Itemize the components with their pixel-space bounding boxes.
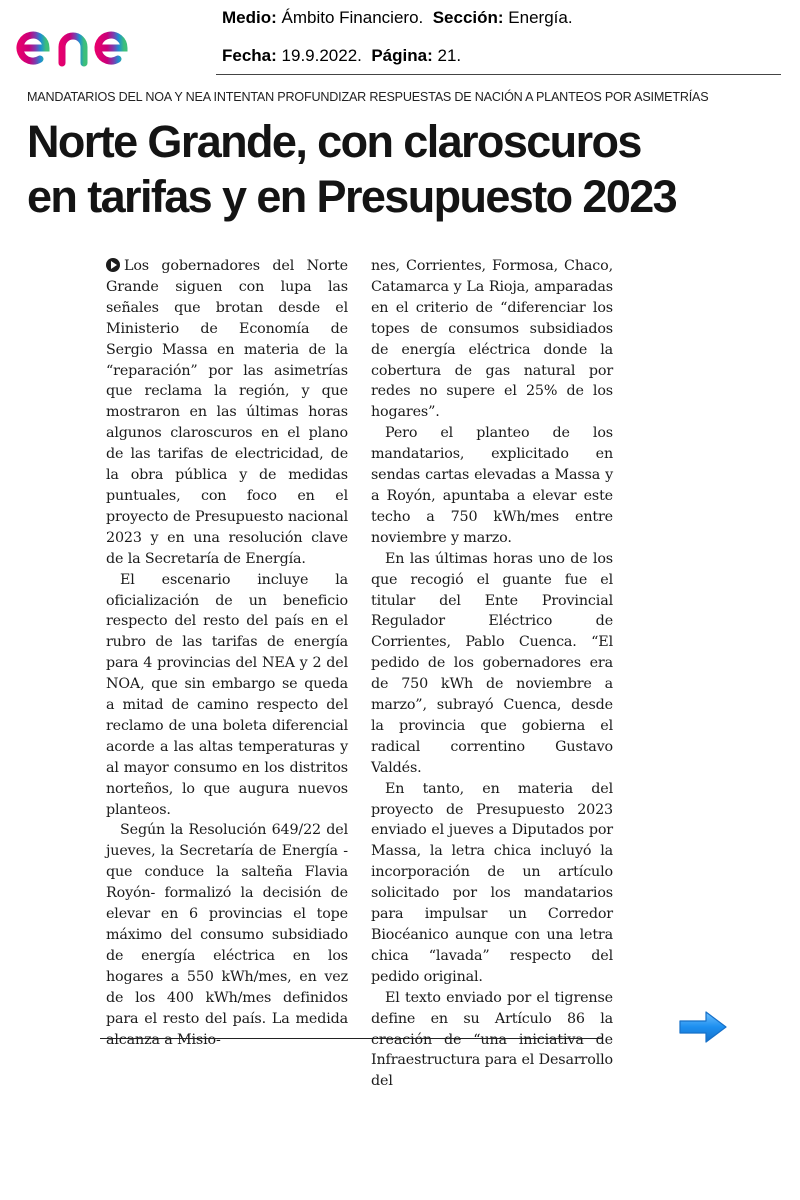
headline-line-1: Norte Grande, con claroscuros: [27, 116, 641, 167]
paragraph: [106, 256, 348, 570]
article-column-left: [106, 256, 348, 1050]
medio-value: Ámbito Financiero.: [281, 8, 424, 27]
paragraph: nes, Corrientes, Formosa, Chaco, Catamarca y La Rioja, amparadas en el criterio de “diferenciar los topes de consumos subsidiados de energía eléctrica donde la cobertura de gas natural por redes no supere el 25% de los hogares”.: [371, 258, 613, 421]
play-bullet-icon: [106, 258, 120, 272]
pagina-value: 21.: [437, 46, 462, 65]
headline-line-2: en tarifas y en Presupuesto 2023: [27, 171, 677, 222]
enel-logo: [16, 10, 168, 68]
fecha-label: Fecha:: [222, 46, 277, 65]
meta-line-source: [222, 8, 573, 28]
arrow-right-icon[interactable]: [678, 1010, 728, 1044]
paragraph: El texto enviado por el tigrense define en su Artículo 86 la creación de “una iniciativa de Infraestructura para el Desarrollo del: [371, 989, 613, 1090]
paragraph: En tanto, en materia del proyecto de Presupuesto 2023 enviado el jueves a Diputados por Massa, la letra chica incluyó la incorporación de un artículo solicitado por los mandatarios para impulsar un Corredor Biocéanico aunque con una letra chica “lavada” respecto del pedido original.: [371, 780, 613, 985]
fecha-value: 19.9.2022.: [281, 46, 362, 65]
medio-label: Medio:: [222, 8, 277, 27]
footer-divider: [100, 1038, 603, 1039]
paragraph: El escenario incluye la oficialización de un beneficio respecto del resto del país en el rubro de las tarifas de energía para 4 provincias del NEA y 2 del NOA, que sin embargo se queda a mitad de camino respecto del reclamo de una boleta diferencial acorde a las altas temperaturas y al mayor consumo en los distritos norteños, lo que augura nuevos planteos.: [106, 571, 348, 818]
pagina-label: Página:: [371, 46, 433, 65]
paragraph-text: Los gobernadores del Norte Grande siguen con lupa las señales que brotan desde el Ministerio de Economía de Sergio Massa en materia de la “reparación” por las asimetrías que reclama la región, y que mostraron en las últimas horas algunos claroscuros en el plano de las tarifas de electricidad, de la obra pública y de medidas puntuales, con foco en el proyecto de Presupuesto nacional 2023 y en una resolución clave de la Secretaría de Energía.: [106, 258, 348, 567]
article-kicker: MANDATARIOS DEL NOA Y NEA INTENTAN PROFUNDIZAR RESPUESTAS DE NACIÓN A PLANTEOS POR ASIMETRÍAS: [27, 90, 709, 104]
seccion-label: Sección:: [432, 8, 504, 27]
article-column-right: [371, 256, 613, 1092]
header-divider: [216, 74, 781, 75]
paragraph: Según la Resolución 649/22 del jueves, la Secretaría de Energía -que conduce la salteña Flavia Royón- formalizó la decisión de elevar en 6 provincias el tope máximo del consumo subsidiado de energía eléctrica en los hogares a 550 kWh/mes, en vez de los 400 kWh/mes definidos para el resto del país. La medida alcanza a Misio-: [106, 822, 348, 1048]
meta-line-date: [222, 46, 461, 66]
article-headline: [27, 114, 787, 224]
seccion-value: Energía.: [508, 8, 573, 27]
paragraph: En las últimas horas uno de los que recogió el guante fue el titular del Ente Provincial Regulador Eléctrico de Corrientes, Pablo Cuenca. “El pedido de los gobernadores era de 750 kWh de noviembre a marzo”, subrayó Cuenca, desde la provincia que gobierna el radical correntino Gustavo Valdés.: [371, 550, 613, 776]
paragraph: Pero el planteo de los mandatarios, explicitado en sendas cartas elevadas a Massa y a Royón, apuntaba a elevar este techo a 750 kWh/mes entre noviembre y marzo.: [371, 425, 613, 546]
